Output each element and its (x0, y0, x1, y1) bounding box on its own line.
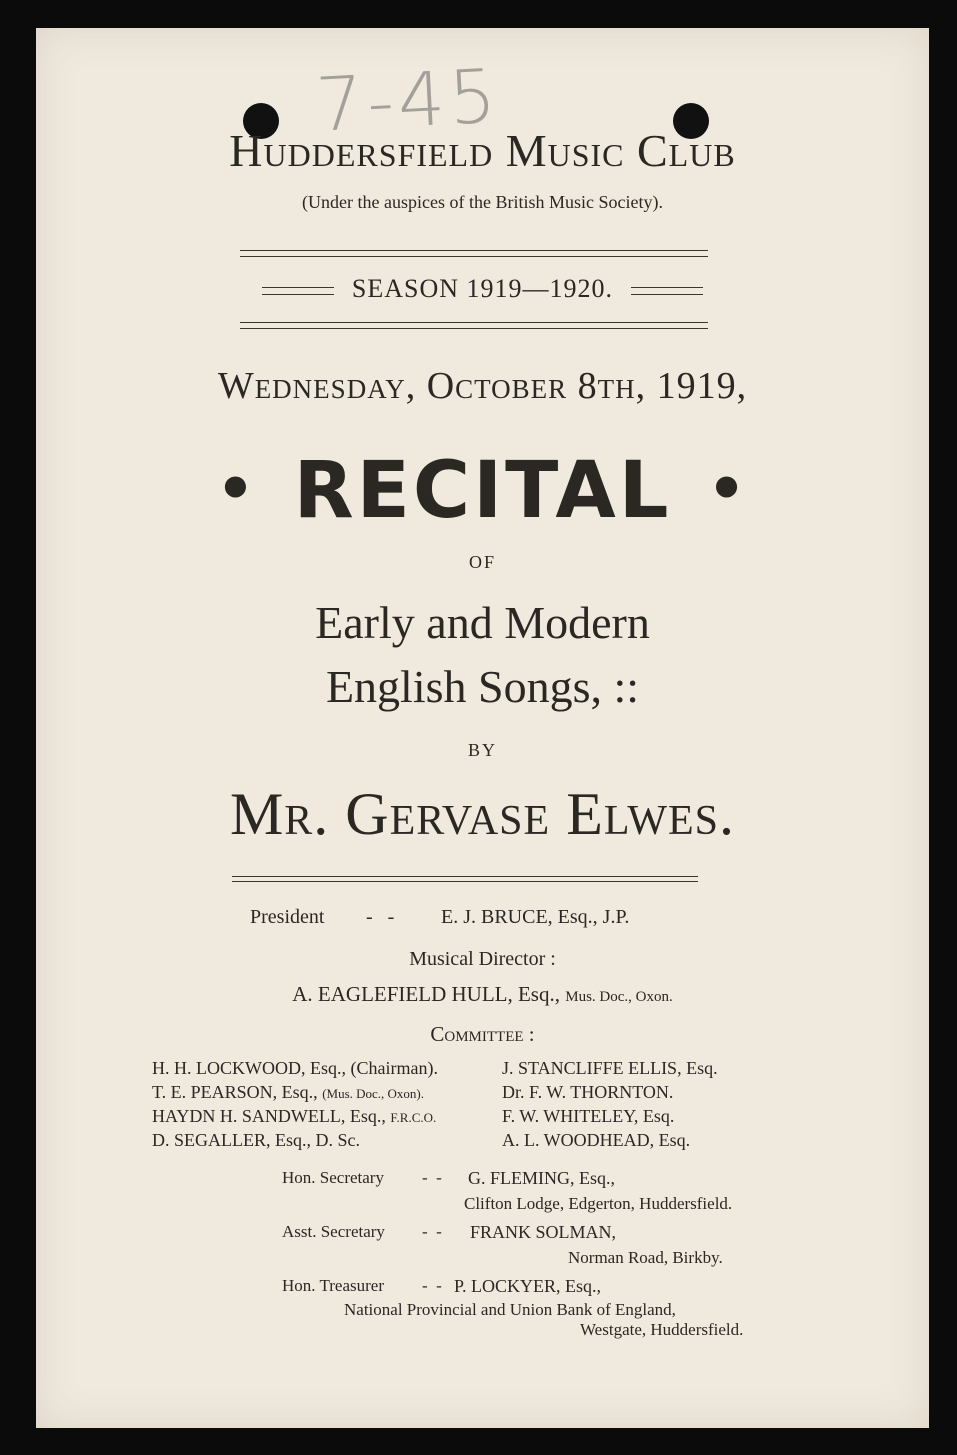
director-name: A. EAGLEFIELD HULL, Esq., (292, 982, 560, 1006)
asst-secretary-dashes: - - (422, 1222, 442, 1241)
hon-treasurer-name: P. LOCKYER, Esq., (454, 1276, 602, 1296)
committee-member-left-2: T. E. PEARSON, Esq., (Mus. Doc., Oxon). (152, 1082, 425, 1102)
subject-line-1: Early and Modern (315, 597, 650, 648)
asst-secretary-label: Asst. Secretary (282, 1222, 385, 1241)
committee-member-left-4: D. SEGALLER, Esq., D. Sc. (152, 1130, 360, 1150)
recital-text: RECITAL (293, 446, 672, 536)
hon-treasurer-label: Hon. Treasurer (282, 1276, 384, 1295)
committee-member-right-2: Dr. F. W. THORNTON. (502, 1082, 674, 1102)
pencil-annotation: 7-45 (313, 53, 503, 149)
committee-member-left-3: HAYDN H. SANDWELL, Esq., F.R.C.O. (152, 1106, 437, 1126)
committee-member-right-1: J. STANCLIFFE ELLIS, Esq. (502, 1058, 718, 1078)
programme-card (36, 28, 929, 1428)
season-text: SEASON 1919—1920. (351, 274, 614, 303)
hon-treasurer-address-2: Westgate, Huddersfield. (580, 1320, 744, 1339)
divider-bottom-1 (232, 876, 698, 877)
bullet-left: • (216, 454, 258, 524)
club-name: Huddersfield Music Club (229, 125, 736, 176)
committee-member-right-3: F. W. WHITELEY, Esq. (502, 1106, 675, 1126)
bullet-right: • (707, 454, 749, 524)
president-dashes: - - (366, 906, 395, 928)
season-line (36, 274, 929, 304)
performer-name: Mr. Gervase Elwes. (229, 781, 736, 847)
president-name: E. J. BRUCE, Esq., J.P. (441, 906, 630, 928)
divider-bottom-2 (232, 881, 698, 882)
hon-treasurer-address-1: National Provincial and Union Bank of England, (344, 1300, 676, 1319)
committee-heading: Committee : (430, 1022, 535, 1046)
asst-secretary-address: Norman Road, Birkby. (568, 1248, 723, 1267)
event-title (36, 446, 929, 536)
asst-secretary-name: FRANK SOLMAN, (470, 1222, 617, 1242)
hon-secretary-name: G. FLEMING, Esq., (468, 1168, 615, 1188)
divider-mid-1 (240, 322, 708, 323)
hon-secretary-address: Clifton Lodge, Edgerton, Huddersfield. (464, 1194, 733, 1213)
hon-secretary-label: Hon. Secretary (282, 1168, 384, 1187)
season-dash-left (262, 287, 334, 295)
of-label: OF (468, 552, 496, 572)
auspices-note: (Under the auspices of the British Music Society). (302, 192, 663, 212)
event-date: Wednesday, October 8th, 1919, (217, 365, 748, 407)
director-line (36, 982, 929, 1007)
divider-top-2 (240, 256, 708, 257)
director-label: Musical Director : (409, 948, 556, 970)
hon-treasurer-dashes: - - (422, 1276, 442, 1295)
divider-top-1 (240, 250, 708, 251)
director-quals: Mus. Doc., Oxon. (565, 989, 673, 1005)
committee-member-right-4: A. L. WOODHEAD, Esq. (502, 1130, 691, 1150)
subject-line-2: English Songs, :: (325, 661, 640, 712)
hon-secretary-dashes: - - (422, 1168, 442, 1187)
by-label: BY (467, 740, 497, 760)
president-label: President (250, 906, 325, 928)
divider-mid-2 (240, 328, 708, 329)
season-dash-right (631, 287, 703, 295)
committee-member-left-1: H. H. LOCKWOOD, Esq., (Chairman). (152, 1058, 438, 1078)
